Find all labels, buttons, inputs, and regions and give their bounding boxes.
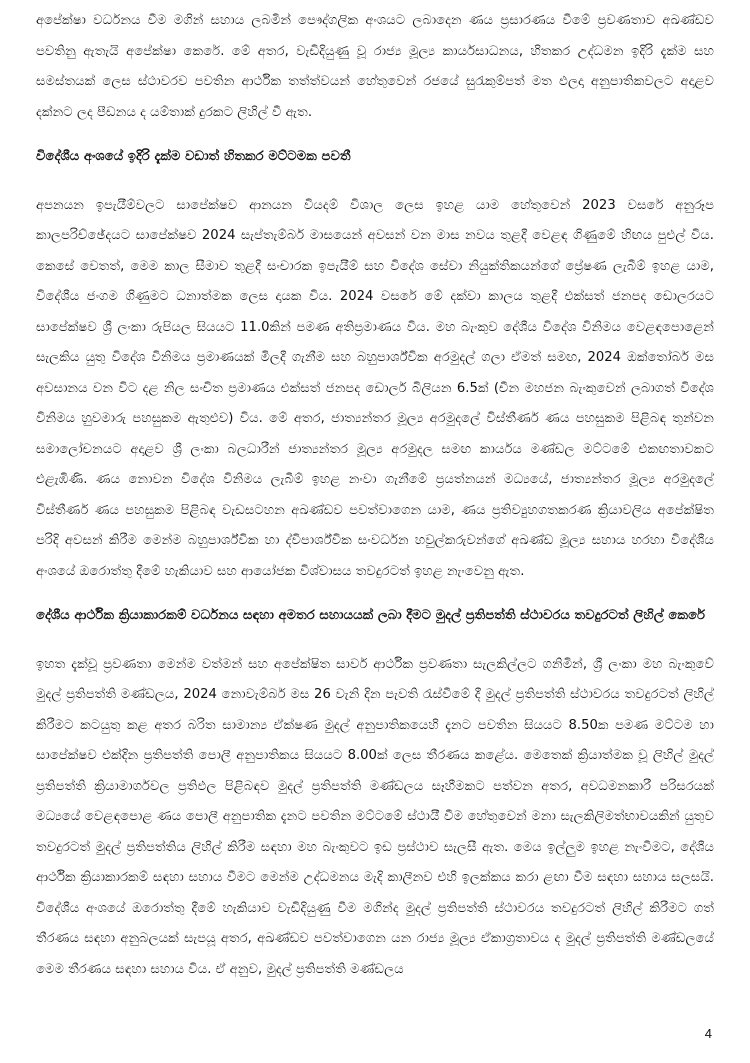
paragraph-gap — [36, 173, 714, 191]
body-paragraph-3: ඉහත දැක්වූ ප්‍රවණතා මෙන්ම වත්මන් සහ අපේක්ෂිත සාර්ව ආර්ථික ප්‍රවණතා සැලකිල්ලට ගනිමින්, ශ්‍රී ලංකා මහ බැංකුවේ මුදල් ප්‍රතිපත්ති මණ්ඩලය, 2024 නොවැම්බර් මස 26 වැනි දින පැවති රැස්වීමේ දී මුදල් ප්‍රතිපත්ති ස්ථාවරය තවදුරටත් ලිහිල් කිරීමට කටයුතු කළ අතර බරිත සාමාන්‍ය ඒක්ෂණ මුදල් අනුපාතිකයෙහි දැනට පවතින සියයට 8.50ක පමණ මට්ටම හා සාපේක්ෂව එක්දින ප්‍රතිපත්ති පොලී අනුපාතිකය සියයට 8.00ක් ලෙස තීරණය කළේය. මෙතෙක් ක්‍රියාත්මක වූ ලිහිල් මුදල් ප්‍රතිපත්ති ක්‍රියාමාර්ගවල ප්‍රතිඵල පිළිබඳව මුදල් ප්‍රතිපත්ති මණ්ඩලය සෑහීමකට පත්වන අතර, අවධමනකාරී පරිසරයක් මධ්‍යයේ වෙළඳපොළ ණය පොලී අනුපාතික දැනට පවතින මට්ටමේ ස්ථායී වීම හේතුවෙන් මනා සැලකිලිමත්භාවයකින් යුතුව තවදුරටත් මුදල් ප්‍රතිපත්තිය ලිහිල් කිරීම සඳහා මහ බැංකුවට ඉඩ ප්‍රස්ථාව සැලසී ඇත. මෙය ඉල්ලුම ඉහළ නැංවීමට, දේශීය ආර්ථික ක්‍රියාකාරකම් සඳහා සහාය වීමට මෙන්ම උද්ධමනය මැදි කාලීනව එහි ඉලක්කය කරා ළඟා වීම සඳහා සහාය සලසයි. විදේශීය අංශයේ ඔරොත්තු දීමේ හැකියාව වැඩිදියුණු වීම මගින්ද මුදල් ප්‍රතිපත්ති ස්ථාවරය තවදුරටත් ලිහිල් කිරීමට ගත් තීරණය සඳහා අනුබලයක් සැපයූ අතර, අඛණ්ඩව පවත්වාගෙන යන රාජ්‍ය මූල්‍ය ඒකාග්‍රතාවය ද මුදල් ප්‍රතිපත්ති මණ්ඩලයේ මෙම තීරණය සඳහා සහාය විය. ඒ අනුව, මුදල් ප්‍රතිපත්ති මණ්ඩලය — [36, 656, 714, 977]
page-number: 4 — [704, 1026, 712, 1041]
body-paragraph-2: අපනයන ඉපැයීම්වලට සාපේක්ෂව ආනයන වියදම් විශාල ලෙස ඉහළ යාම හේතුවෙන් 2023 වසරේ අනුරූප කාලපරිච්ඡේදයට සාපේක්ෂව 2024 සැප්තැම්බර් මාසයෙන් අවසන් වන මාස නවය තුළදී වෙළඳ ගිණුමේ හිඟය පුළුල් විය. කෙසේ වෙතත්, මෙම කාල සීමාව තුළදී සංචාරක ඉපැයීම් සහ විදේශ සේවා නියුක්තිකයන්ගේ ප්‍රේෂණ ලැබීම් ඉහළ යාම, විදේශීය ජංගම ගිණුමට ධනාත්මක ලෙස දායක විය. 2024 වසරේ මේ දක්වා කාලය තුළදී එක්සත් ජනපද ඩොලරයට සාපේක්ෂව ශ්‍රී ලංකා රුපියල සියයට 11.0කින් පමණ අතිප්‍රමාණය විය. මහ බැංකුව දේශීය විදේශ විනිමය වෙළඳපොළෙන් සැලකිය යුතු විදේශ විනිමය ප්‍රමාණයක් මිලදී ගැනීම සහ බහුපාර්ශ්වික අරමුදල් ගලා ඒමත් සමඟ, 2024 ඔක්තෝබර් මස අවසානය වන විට දළ නිල සංචිත ප්‍රමාණය එක්සත් ජනපද ඩොලර් බිලියන 6.5ක් (චීන මහජන බැංකුවෙන් ලබාගත් විදේශ විනිමය හුවමාරු පහසුකම ඇතුළුව) විය. මේ අතර, ජාත්‍යන්තර මූල්‍ය අරමුදලේ විස්තීර්ණ ණය පහසුකම පිළිබඳ තුන්වන සමාලෝචනයට අදාළව ශ්‍රී ලංකා බලධාරීන් ජාත්‍යන්තර මූල්‍ය අරමුදල සමඟ කාර්යය මණ්ඩල මට්ටමේ එකඟතාවකට එළැඹිණි. ණය නොවන විදේශ විනිමය ලැබීම් ඉහළ නංවා ගැනීමේ ප්‍රයත්නයන් මධ්‍යයේ, ජාත්‍යන්තර මූල්‍ය අරමුදලේ විස්තීර්ණ ණය පහසුකම පිළිබඳ වැඩසටහන අඛණ්ඩව පවත්වාගෙන යාම, ණය ප්‍රතිව්‍යුහගතකරණ ක්‍රියාවලිය අපේක්ෂිත පරිදි අවසන් කිරීම මෙන්ම බහුපාර්ශ්වික හා ද්විපාර්ශ්වික සංවර්ධන හවුල්කරුවන්ගේ අඛණ්ඩ මූල්‍ය සහාය හරහා විදේශීය අංශයේ ඔරොත්තු දීමේ හැකියාව සහ ආයෝජක විශ්වාසය තවදුරටත් ඉහළ නැංවෙනු ඇත. — [36, 197, 714, 579]
paragraph-gap — [36, 632, 714, 650]
body-paragraph-1: අපේක්ෂා වර්ධනය වීම මගින් සහාය ලබමින් පෞද්ගලික අංශයට ලබාදෙන ණය ප්‍රසාරණය වීමේ ප්‍රවණතාව අඛණ්ඩව පවතිනු ඇතැයි අපේක්ෂා කෙරේ. මේ අතර, වැඩිදියුණු වූ රාජ්‍ය මූල්‍ය කාර්යසාධනය, හිතකර උද්ධමන ඉදිරි දැක්ම සහ සමස්තයක් ලෙස ස්ථාවරව පවතින ආර්ථික තත්ත්වයන් හේතුවෙන් රජයේ සුරැකුම්පත් මත ඵලදා අනුපාතිකවලට අදාළව දක්නට ලද පීඩනය ද යම්තාක් දුරකට ලිහිල් වී ඇත. — [36, 13, 714, 120]
paragraph-gap — [36, 128, 714, 142]
section-heading-monetary-policy: දේශීය ආර්ථික ක්‍රියාකාරකම් වර්ධනය සඳහා අමතර සහායයක් ලබා දීමට මුදල් ප්‍රතිපත්ති ස්ථාවරය තවදුරටත් ලිහිල් කෙරේ — [36, 608, 706, 623]
paragraph-gap — [36, 587, 714, 601]
section-heading-external-sector: විදේශීය අංශයේ ඉදිරි දැක්ම වඩාත් හිතකර මට්ටමක පවතී — [36, 149, 351, 164]
